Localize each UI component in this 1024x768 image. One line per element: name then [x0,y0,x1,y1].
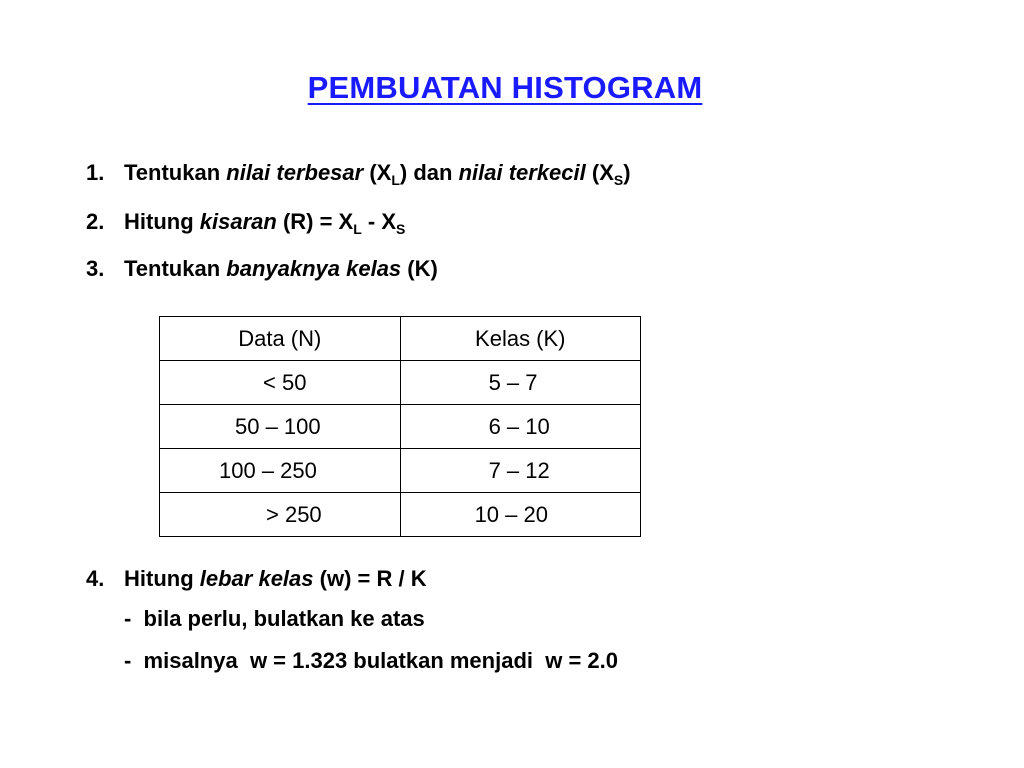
cell-text: > 250 [266,501,322,527]
page-title: PEMBUATAN HISTOGRAM [307,70,703,105]
table-row [160,361,641,405]
cell-text: 50 – 100 [235,413,321,439]
table-cell-kelas [400,405,640,449]
step-1-subscript-l: L [391,172,400,188]
step-2-number: 2. [86,209,105,234]
table-cell-data [160,361,401,405]
step-4-number: 4. [86,566,105,591]
step-1-subscript-s: S [613,172,624,188]
cell-text: < 50 [263,369,307,395]
step-2 [86,209,405,235]
step-4-emphasis: lebar kelas [199,566,314,591]
step-2-text-b: (R) = X [276,209,354,234]
step-4 [86,566,427,592]
step-1-text-e: ) [623,160,631,185]
step-3-text-a: Tentukan [124,256,227,281]
step-2-text-c: - X [361,209,397,234]
step-2-text-a: Hitung [124,209,200,234]
step-1-text-d: (X [585,160,614,185]
table-cell-data [160,493,401,537]
table-cell-data [160,449,401,493]
header-data-n: Data (N) [160,317,401,361]
step-1-text-a: Tentukan [124,160,227,185]
cell-text: 5 – 7 [488,369,538,395]
table-row [160,449,641,493]
step-1-emphasis-max: nilai terbesar [226,160,364,185]
table-cell-data [160,405,401,449]
step-1 [86,160,631,186]
step-1-number: 1. [86,160,105,185]
step-1-text-b: (X [363,160,392,185]
step-4-text-a: Hitung [124,566,200,591]
step-3-emphasis: banyaknya kelas [226,256,402,281]
step-2-emphasis: kisaran [199,209,277,234]
class-count-table [159,316,641,537]
table-cell-kelas [400,493,640,537]
cell-text: 10 – 20 [474,501,548,527]
step-3-number: 3. [86,256,105,281]
cell-text: 6 – 10 [488,413,550,439]
step-3-text-b: (K) [401,256,438,281]
table-cell-kelas [400,449,640,493]
table-cell-kelas [400,361,640,405]
table-header-row [160,317,641,361]
table-row [160,493,641,537]
step-2-subscript-s: S [396,221,406,237]
step-4-note-round-up: - bila perlu, bulatkan ke atas [124,606,425,631]
header-kelas-k: Kelas (K) [400,317,640,361]
cell-text: 7 – 12 [488,457,550,483]
cell-text: 100 – 250 [219,457,317,483]
step-2-subscript-l: L [353,221,362,237]
step-4-text-b: (w) = R / K [313,566,427,591]
step-1-emphasis-min: nilai terkecil [458,160,586,185]
step-4-note-example: - misalnya w = 1.323 bulatkan menjadi w = 2.0 [124,648,618,673]
step-1-text-c: ) dan [399,160,459,185]
table-row [160,405,641,449]
step-3 [86,256,438,282]
